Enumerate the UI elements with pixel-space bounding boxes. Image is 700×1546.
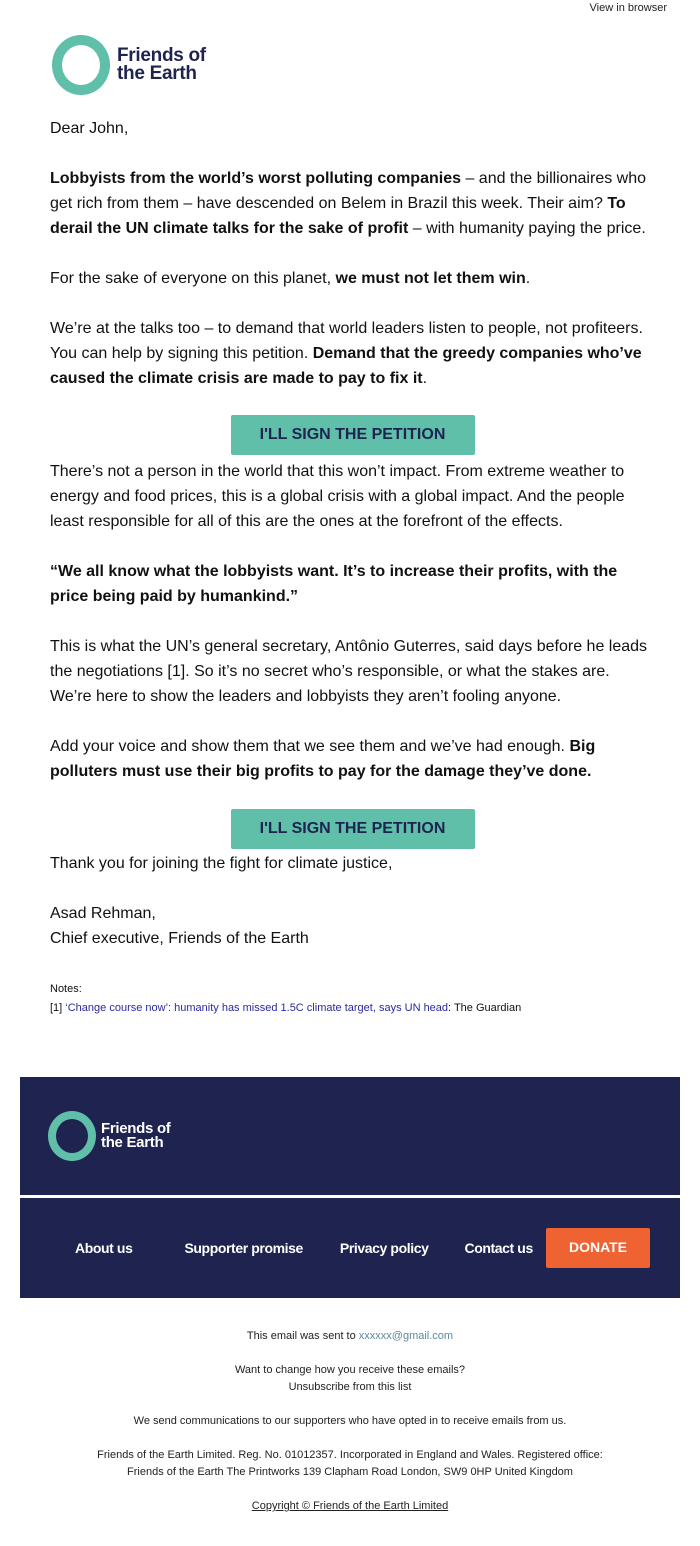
legal-line-2: Friends of the Earth The Printworks 139 Clapham Road London, SW9 0HP United Kingdom — [127, 1466, 573, 1478]
bold-text: Big polluters must use their big profits to pay for the damage they’ve done. — [50, 738, 596, 780]
email-body — [50, 116, 655, 1018]
thanks-text: Thank you for joining the fight for climate justice, — [50, 855, 393, 872]
signature-name: Asad Rehman, — [50, 905, 156, 922]
text: We’re at the talks too – to demand that world leaders listen to people, not profiteers. You can help by signing this petition. — [50, 320, 643, 362]
footer-logo[interactable] — [48, 1111, 171, 1161]
footer-nav — [20, 1198, 680, 1298]
donate-button[interactable]: DONATE — [546, 1228, 650, 1268]
note-source: : The Guardian — [448, 1002, 522, 1014]
bold-text: “We all know what the lobbyists want. It’s to increase their profits, with the price being paid by humankind.” — [50, 563, 618, 605]
sent-to-label: This email was sent to — [246, 1330, 359, 1342]
body-paragraph — [50, 166, 655, 241]
text: . — [525, 270, 531, 287]
text: – with humanity paying the price. — [408, 220, 646, 237]
bold-text: Demand that the greedy companies who’ve caused the climate crisis are made to pay to fix it — [50, 345, 642, 387]
brand-logo[interactable] — [52, 35, 206, 95]
greeting: Dear John, — [50, 120, 129, 137]
notes — [50, 980, 655, 1018]
logo-ring-icon — [52, 35, 110, 95]
bold-text: To derail the UN climate talks for the sake of profit — [50, 195, 626, 237]
text: This is what the UN’s general secretary, Antônio Guterres, said days before he leads the negotiations [1]. So it’s no secret who’s responsible, or what the stakes are. We’re here to show the leaders and lobbyists they aren’t fooling anyone. — [50, 638, 648, 705]
bold-text: Lobbyists from the world’s worst polluting companies — [50, 170, 461, 187]
body-paragraph — [50, 459, 655, 534]
footer-logo-ring-icon — [48, 1111, 96, 1161]
recipient-email[interactable]: xxxxxx@gmail.com — [358, 1330, 454, 1342]
sign-petition-button[interactable]: I'LL SIGN THE PETITION — [231, 415, 475, 455]
sign-petition-button-2[interactable]: I'LL SIGN THE PETITION — [231, 809, 475, 849]
notes-label: Notes: — [50, 983, 82, 995]
footer-link-privacy-policy[interactable]: Privacy policy — [339, 1240, 429, 1256]
unsubscribe-link[interactable]: Unsubscribe from this list — [288, 1381, 412, 1393]
body-paragraph — [50, 316, 655, 391]
text: . — [422, 370, 428, 387]
change-prefs-text: Want to change how you receive these emails? — [234, 1364, 466, 1376]
body-paragraph — [50, 734, 655, 784]
signature-title: Chief executive, Friends of the Earth — [50, 930, 309, 947]
footer-legal — [0, 1328, 700, 1515]
footer-logo-line-2: the Earth — [101, 1134, 164, 1151]
footer-brand-band — [20, 1077, 680, 1195]
note-prefix: [1] — [50, 1002, 66, 1014]
optin-text: We send communications to our supporters who have opted in to receive emails from us. — [133, 1415, 567, 1427]
copyright-link[interactable]: Copyright © Friends of the Earth Limited — [251, 1500, 449, 1512]
body-paragraph — [50, 266, 655, 291]
logo-line-1: Friends of — [117, 44, 206, 66]
view-in-browser-link[interactable]: View in browser — [589, 2, 667, 14]
logo-line-2: the Earth — [117, 63, 197, 84]
footer-link-about-us[interactable]: About us — [75, 1240, 133, 1256]
footer-logo-line-1: Friends of — [101, 1119, 171, 1137]
legal-line-1: Friends of the Earth Limited. Reg. No. 01012357. Incorporated in England and Wales. Registered office: — [97, 1449, 603, 1461]
text: For the sake of everyone on this planet, — [50, 270, 336, 287]
body-paragraph — [50, 634, 655, 709]
body-paragraph — [50, 559, 655, 609]
bold-text: we must not let them win — [335, 270, 526, 287]
footer-link-supporter-promise[interactable]: Supporter promise — [184, 1240, 303, 1256]
text: Add your voice and show them that we see them and we’ve had enough. — [50, 738, 570, 755]
footer-link-contact-us[interactable]: Contact us — [464, 1240, 533, 1256]
text: – and the billionaires who get rich from them – have descended on Belem in Brazil this week. Their aim? — [50, 170, 647, 212]
text: There’s not a person in the world that this won’t impact. From extreme weather to energy and food prices, this is a global crisis with a global impact. And the people least responsible for all of this are the ones at the forefront of the effects. — [50, 463, 625, 530]
note-link[interactable]: ‘Change course now’: humanity has missed 1.5C climate target, says UN head — [65, 1002, 449, 1014]
